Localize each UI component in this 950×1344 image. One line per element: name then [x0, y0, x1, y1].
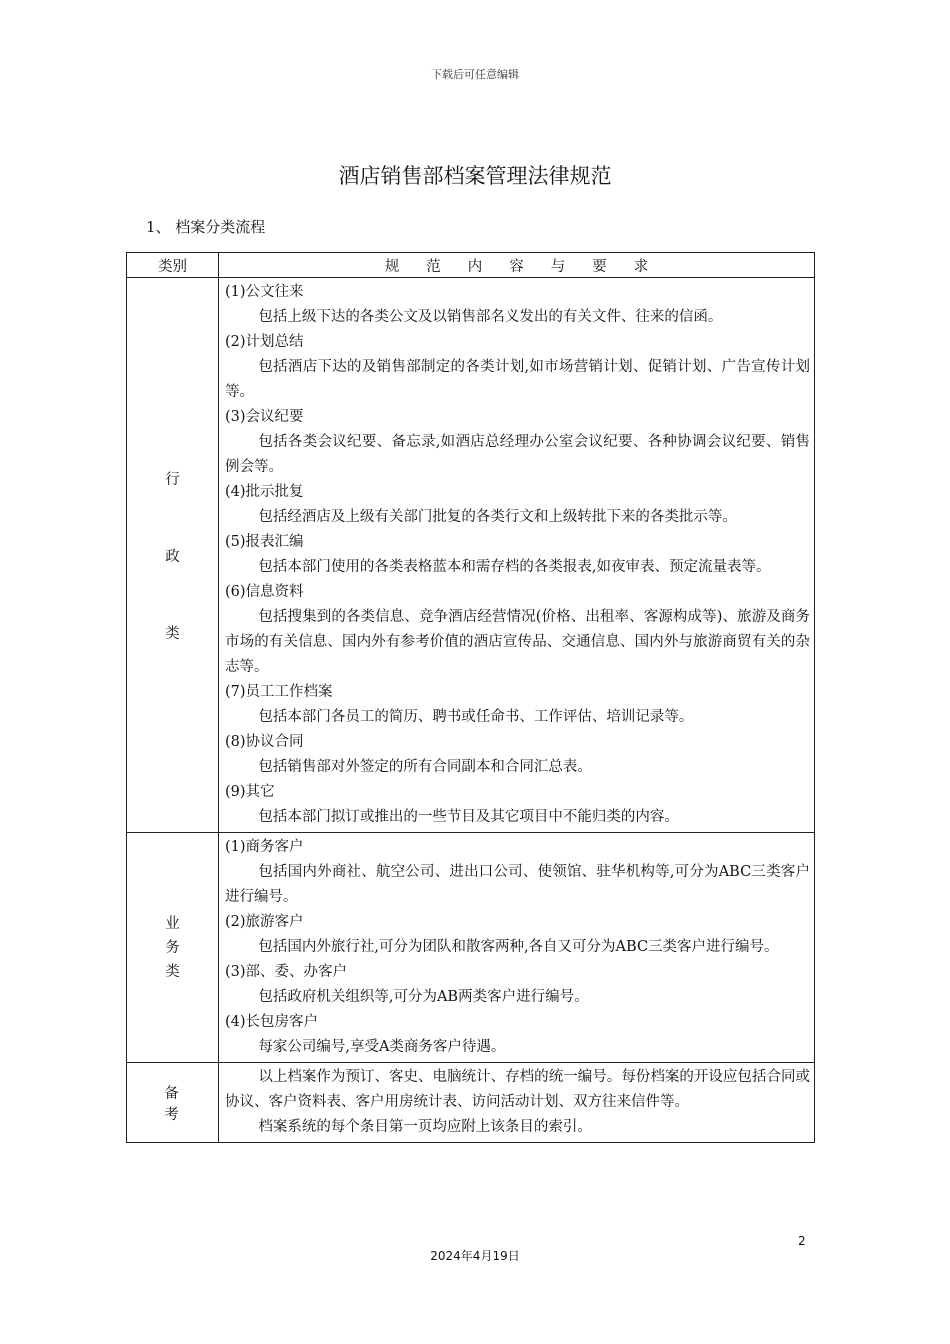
notes-content	[219, 1063, 815, 1143]
item-heading: (2)旅游客户	[225, 914, 304, 930]
table-row-admin	[127, 278, 815, 833]
item-heading: (7)员工工作档案	[225, 684, 333, 700]
item-body: 包括销售部对外签定的所有合同副本和合同汇总表。	[258, 759, 592, 775]
category-char: 类	[165, 963, 180, 980]
notes-paragraph: 档案系统的每个条目第一页均应附上该条目的索引。	[258, 1119, 592, 1135]
item-heading: (6)信息资料	[225, 584, 304, 600]
table-header-row	[127, 253, 815, 278]
page-header: 下载后可任意编辑	[431, 68, 519, 81]
item-heading: (5)报表汇编	[225, 534, 304, 550]
header-requirements: 规范内容与要求	[219, 253, 815, 278]
item-heading: (3)会议纪要	[225, 409, 304, 425]
item-heading: (4)长包房客户	[225, 1014, 319, 1030]
page-date: 2024年4月19日	[430, 1249, 520, 1263]
archive-classification-table	[126, 252, 815, 1143]
notes-paragraph: 以上档案作为预订、客史、电脑统计、存档的统一编号。每份档案的开设应包括合同或协议、客户资料表、客户用房统计表、访问活动计划、双方往来信件等。	[225, 1069, 810, 1110]
item-body: 每家公司编号,享受A类商务客户待遇。	[258, 1039, 506, 1055]
item-body: 包括各类会议纪要、备忘录,如酒店总经理办公室会议纪要、各种协调会议纪要、销售例会等。	[225, 434, 810, 475]
item-body: 包括本部门使用的各类表格蓝本和需存档的各类报表,如夜审表、预定流量表等。	[258, 559, 771, 575]
category-char: 类	[165, 625, 180, 642]
item-body: 包括酒店下达的及销售部制定的各类计划,如市场营销计划、促销计划、广告宣传计划等。	[225, 359, 810, 400]
item-heading: (1)商务客户	[225, 839, 304, 855]
admin-content	[219, 278, 815, 833]
page-number: 2	[798, 1234, 806, 1248]
item-body: 包括上级下达的各类公文及以销售部名义发出的有关文件、往来的信函。	[258, 309, 723, 325]
header-category: 类别	[127, 253, 219, 278]
table-row-notes	[127, 1063, 815, 1143]
item-body: 包括本部门拟订或推出的一些节目及其它项目中不能归类的内容。	[258, 809, 679, 825]
category-admin	[127, 278, 219, 833]
item-heading: (1)公文往来	[225, 284, 304, 300]
document-title: 酒店销售部档案管理法律规范	[338, 164, 612, 188]
category-char: 务	[165, 939, 180, 956]
item-body: 包括国内外商社、航空公司、进出口公司、使领馆、驻华机构等,可分为ABC三类客户进行编号。	[225, 864, 810, 905]
item-heading: (9)其它	[225, 784, 275, 800]
category-char: 业	[165, 915, 180, 932]
item-heading: (8)协议合同	[225, 734, 304, 750]
item-body: 包括政府机关组织等,可分为AB两类客户进行编号。	[258, 989, 589, 1005]
category-char: 行	[165, 471, 180, 488]
item-body: 包括国内外旅行社,可分为团队和散客两种,各自又可分为ABC三类客户进行编号。	[258, 939, 779, 955]
item-body: 包括本部门各员工的简历、聘书或任命书、工作评估、培训记录等。	[258, 709, 694, 725]
section-heading: 1、 档案分类流程	[146, 218, 266, 236]
category-business	[127, 833, 219, 1063]
category-notes: 备考	[127, 1063, 219, 1143]
item-heading: (2)计划总结	[225, 334, 304, 350]
category-char: 政	[165, 548, 180, 565]
item-heading: (3)部、委、办客户	[225, 964, 348, 980]
table-row-business	[127, 833, 815, 1063]
business-content	[219, 833, 815, 1063]
item-body: 包括搜集到的各类信息、竞争酒店经营情况(价格、出租率、客源构成等)、旅游及商务市场的有关信息、国内外有参考价值的酒店宣传品、交通信息、国内外与旅游商贸有关的杂志等。	[225, 609, 810, 675]
item-heading: (4)批示批复	[225, 484, 304, 500]
item-body: 包括经酒店及上级有关部门批复的各类行文和上级转批下来的各类批示等。	[258, 509, 737, 525]
